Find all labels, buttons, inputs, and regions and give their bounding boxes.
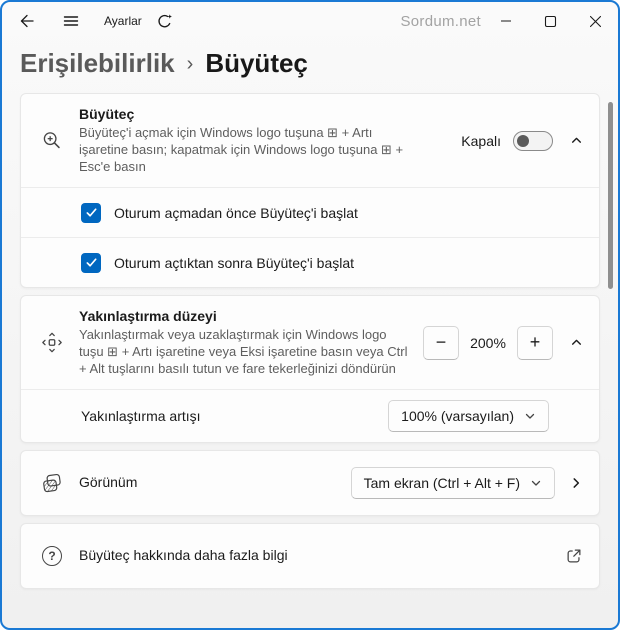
magnifier-zoom-in-icon (41, 129, 63, 152)
view-label: Görünüm (79, 474, 138, 490)
check-icon (85, 206, 98, 219)
new-search-button[interactable] (154, 7, 176, 35)
magnifier-title: Büyüteç (79, 106, 135, 122)
zoom-level-title: Yakınlaştırma düzeyi (79, 308, 217, 324)
breadcrumb-separator-icon: › (186, 53, 194, 75)
maximize-icon (544, 15, 557, 28)
view-navigate-button[interactable] (569, 476, 583, 490)
maximize-button[interactable] (528, 2, 573, 40)
help-card (20, 523, 600, 589)
external-link-icon (565, 547, 583, 565)
chevron-right-icon (569, 476, 583, 490)
back-arrow-icon (19, 13, 35, 29)
magnifier-collapse-button[interactable] (569, 134, 583, 147)
help-label: Büyüteç hakkında daha fazla bilgi (79, 547, 288, 563)
magnifier-controls (461, 131, 583, 151)
breadcrumb-parent[interactable]: Erişilebilirlik (20, 48, 175, 78)
magnifier-card (20, 93, 600, 288)
view-dropdown[interactable] (351, 467, 555, 499)
zoom-level-description: Yakınlaştırmak veya uzaklaştırmak için Windows logo tuşu ⊞ + Artı işaretine veya Eksi işaretine basın veya Ctrl + Alt tuşlarını basılı tutun ve fare tekerleğinizi döndürün (79, 327, 408, 376)
zoom-level-controls (423, 326, 583, 360)
zoom-level-text-block (79, 308, 423, 377)
external-link-button[interactable] (565, 547, 583, 565)
page-title: Büyüteç (205, 48, 308, 78)
views-icon (41, 472, 63, 495)
close-icon (589, 15, 602, 28)
zoom-increment-label: Yakınlaştırma artışı (81, 408, 201, 424)
help-question-icon: ? (41, 546, 63, 566)
zoom-increment-dropdown[interactable] (388, 400, 549, 432)
scrollbar[interactable] (608, 102, 613, 289)
chevron-down-icon (530, 477, 542, 489)
toggle-state-label: Kapalı (461, 132, 501, 149)
chevron-up-icon (570, 336, 583, 349)
start-after-signin-label: Oturum açtıktan sonra Büyüteç'i başlat (114, 254, 355, 271)
check-icon (85, 256, 98, 269)
start-after-signin-row[interactable] (21, 237, 599, 287)
app-title: Ayarlar (104, 14, 142, 28)
magnifier-toggle[interactable] (513, 131, 553, 151)
magnifier-text-block (79, 106, 461, 175)
minimize-button[interactable] (483, 2, 528, 40)
chevron-down-icon (524, 410, 536, 422)
zoom-increment-value: 100% (varsayılan) (401, 408, 514, 424)
hamburger-icon (63, 13, 79, 29)
minimize-icon (500, 15, 512, 27)
chevron-up-icon (570, 134, 583, 147)
start-after-signin-checkbox[interactable] (81, 253, 101, 273)
search-sparkle-icon (156, 12, 174, 30)
zoom-level-icon (41, 331, 63, 354)
titlebar (2, 2, 618, 40)
back-button[interactable] (16, 7, 38, 35)
zoom-level-row[interactable] (21, 296, 599, 389)
view-text-block (79, 474, 351, 492)
view-card (20, 450, 600, 516)
watermark-text: Sordum.net (400, 12, 481, 30)
close-button[interactable] (573, 2, 618, 40)
menu-button[interactable] (60, 7, 82, 35)
help-row[interactable] (21, 524, 599, 588)
settings-content (2, 79, 618, 589)
breadcrumb (2, 40, 618, 79)
start-before-signin-row[interactable] (21, 187, 599, 237)
view-row[interactable] (21, 451, 599, 515)
magnifier-description: Büyüteç'i açmak için Windows logo tuşuna ⊞ + Artı işaretine basın; kapatmak için Windows logo tuşuna ⊞ + Esc'e basın (79, 125, 404, 174)
zoom-increment-row (21, 389, 599, 442)
help-text-block (79, 547, 565, 565)
start-before-signin-label: Oturum açmadan önce Büyüteç'i başlat (114, 204, 358, 221)
toggle-knob (517, 135, 529, 147)
zoom-level-card (20, 295, 600, 443)
zoom-in-button[interactable]: + (517, 326, 553, 360)
view-value: Tam ekran (Ctrl + Alt + F) (363, 475, 520, 491)
zoom-collapse-button[interactable] (569, 336, 583, 349)
magnifier-toggle-row[interactable] (21, 94, 599, 187)
zoom-value: 200% (470, 334, 506, 351)
zoom-out-button[interactable]: − (423, 326, 459, 360)
start-before-signin-checkbox[interactable] (81, 203, 101, 223)
